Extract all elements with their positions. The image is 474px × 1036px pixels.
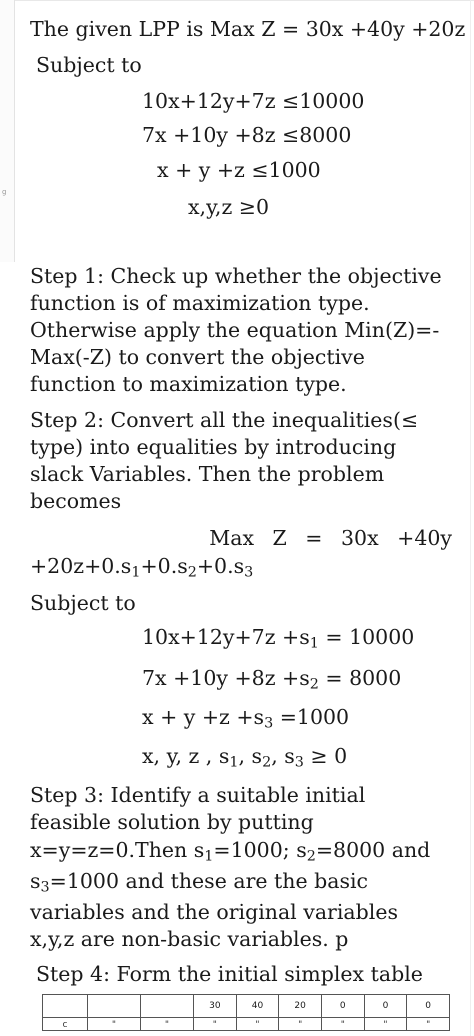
step1-line-4: Max(-Z) to convert the objective bbox=[30, 345, 365, 369]
step1-line-5: function to maximization type. bbox=[30, 372, 347, 396]
step2-line-3: slack Variables. Then the problem bbox=[30, 462, 385, 486]
table-cell bbox=[141, 995, 194, 1018]
page-frame-right bbox=[470, 0, 471, 1036]
step2-line-1: Step 2: Convert all the inequalities(≤ bbox=[30, 408, 419, 432]
table-cell: 40 bbox=[236, 995, 279, 1018]
problem-heading: The given LPP is Max Z = 30x +40y +20z bbox=[30, 17, 466, 41]
margin-mark: g bbox=[2, 188, 7, 196]
objective-line-2: $+20z+0.s_1+0.s_2+0.s_3$ bbox=[30, 554, 254, 581]
constraint-nonneg: x,y,z ≥0 bbox=[188, 195, 269, 219]
step3-line-5: variables and the original variables bbox=[30, 900, 398, 924]
table-cell: " bbox=[364, 1018, 407, 1031]
constraint-3: x + y +z ≤1000 bbox=[157, 158, 321, 182]
table-cell: " bbox=[321, 1018, 364, 1031]
table-cell: " bbox=[141, 1018, 194, 1031]
table-cell: 0 bbox=[407, 995, 450, 1018]
step1-line-2: function is of maximization type. bbox=[30, 291, 370, 315]
table-cell: 0 bbox=[364, 995, 407, 1018]
step3-line-4: $s_3=1000$ and these are the basic bbox=[30, 869, 369, 896]
simplex-table bbox=[42, 994, 450, 1031]
table-cell: c bbox=[43, 1018, 88, 1031]
step4-heading: Step 4: Form the initial simplex table bbox=[36, 962, 423, 986]
table-cell: 0 bbox=[321, 995, 364, 1018]
table-row bbox=[43, 1018, 450, 1031]
step3-line-1: Step 3: Identify a suitable initial bbox=[30, 783, 366, 807]
table-header-row bbox=[43, 995, 450, 1018]
step1-line-1: Step 1: Check up whether the objective bbox=[30, 264, 442, 288]
step2-line-4: becomes bbox=[30, 489, 122, 513]
table-cell: " bbox=[407, 1018, 450, 1031]
table-cell: " bbox=[88, 1018, 141, 1031]
step3-line-3: x=y=z=0.Then $s_1=1000$; $s_2=8000$ and bbox=[30, 838, 431, 865]
step3-line-6: x,y,z are non-basic variables. p bbox=[30, 927, 349, 951]
step3-line-2: feasible solution by putting bbox=[30, 810, 314, 834]
step2-line-2: type) into equalities by introducing bbox=[30, 435, 397, 459]
step2-subject-to: Subject to bbox=[30, 591, 136, 615]
equation-3: $x + y +z +s_3 =1000$ bbox=[142, 705, 350, 732]
problem-subject-to: Subject to bbox=[36, 53, 142, 77]
constraint-1: 10x+12y+7z ≤10000 bbox=[142, 89, 365, 113]
table-cell bbox=[88, 995, 141, 1018]
table-cell bbox=[43, 995, 88, 1018]
table-cell: " bbox=[194, 1018, 237, 1031]
table-cell: 20 bbox=[279, 995, 322, 1018]
left-margin-panel bbox=[0, 0, 15, 262]
table-cell: 30 bbox=[194, 995, 237, 1018]
constraint-2: 7x +10y +8z ≤8000 bbox=[142, 123, 352, 147]
objective-line-1: Max Z = 30x +40y bbox=[209, 526, 452, 550]
equation-nonneg: x, y, z , $s_1$, $s_2$, $s_3 \ge 0$ bbox=[142, 744, 348, 771]
equation-1: $10x+12y+7z +s_1 = 10000$ bbox=[142, 625, 415, 652]
table-cell: " bbox=[236, 1018, 279, 1031]
page-frame-top bbox=[14, 0, 474, 1]
step1-line-3: Otherwise apply the equation Min(Z)=- bbox=[30, 318, 440, 342]
table-cell: " bbox=[279, 1018, 322, 1031]
equation-2: $7x +10y +8z +s_2 = 8000$ bbox=[142, 666, 402, 693]
